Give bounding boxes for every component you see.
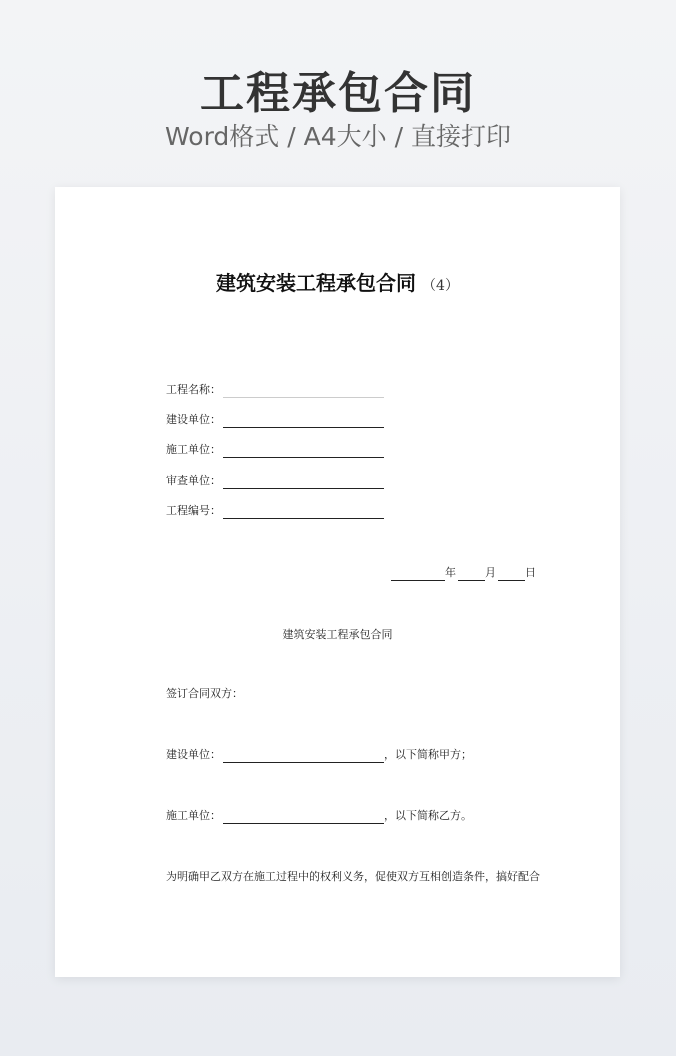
field-blank [223,444,384,458]
month-label: 月 [485,566,496,579]
field-blank [223,384,384,398]
party-a-line [166,747,472,763]
field-project-number [166,503,384,519]
party-b-suffix: ，以下简称乙方。 [384,809,472,822]
day-blank [498,567,525,581]
party-b-line [166,808,472,824]
field-label: 工程名称： [166,383,221,396]
year-blank [391,567,445,581]
document-title-text: 建筑安装工程承包合同 [216,271,417,295]
field-label: 工程编号： [166,504,221,517]
party-a-label: 建设单位： [166,748,221,761]
party-a-suffix: ，以下简称甲方； [384,748,472,761]
document-title-number: （4） [422,278,459,294]
field-construction-unit [166,412,384,428]
party-a-blank [223,749,384,763]
field-blank [223,505,384,519]
document-title [55,267,620,296]
document-page [55,187,620,977]
party-b-label: 施工单位： [166,809,221,822]
party-b-blank [223,810,384,824]
field-label: 施工单位： [166,443,221,456]
day-label: 日 [525,566,536,579]
parties-intro: 签订合同双方： [166,687,243,700]
field-project-name [166,382,384,398]
field-label: 建设单位： [166,413,221,426]
year-label: 年 [445,566,456,579]
field-review-unit [166,473,384,489]
page-title: 工程承包合同 [200,68,476,119]
month-blank [458,567,485,581]
field-blank [223,414,384,428]
date-line [391,565,536,581]
field-contractor-unit [166,442,384,458]
field-label: 审查单位： [166,474,221,487]
page-subtitle: Word格式 / A4大小 / 直接打印 [165,122,511,151]
field-blank [223,475,384,489]
body-paragraph: 为明确甲乙双方在施工过程中的权利义务，促使双方互相创造条件，搞好配合 [166,870,540,883]
contract-heading: 建筑安装工程承包合同 [282,628,393,641]
